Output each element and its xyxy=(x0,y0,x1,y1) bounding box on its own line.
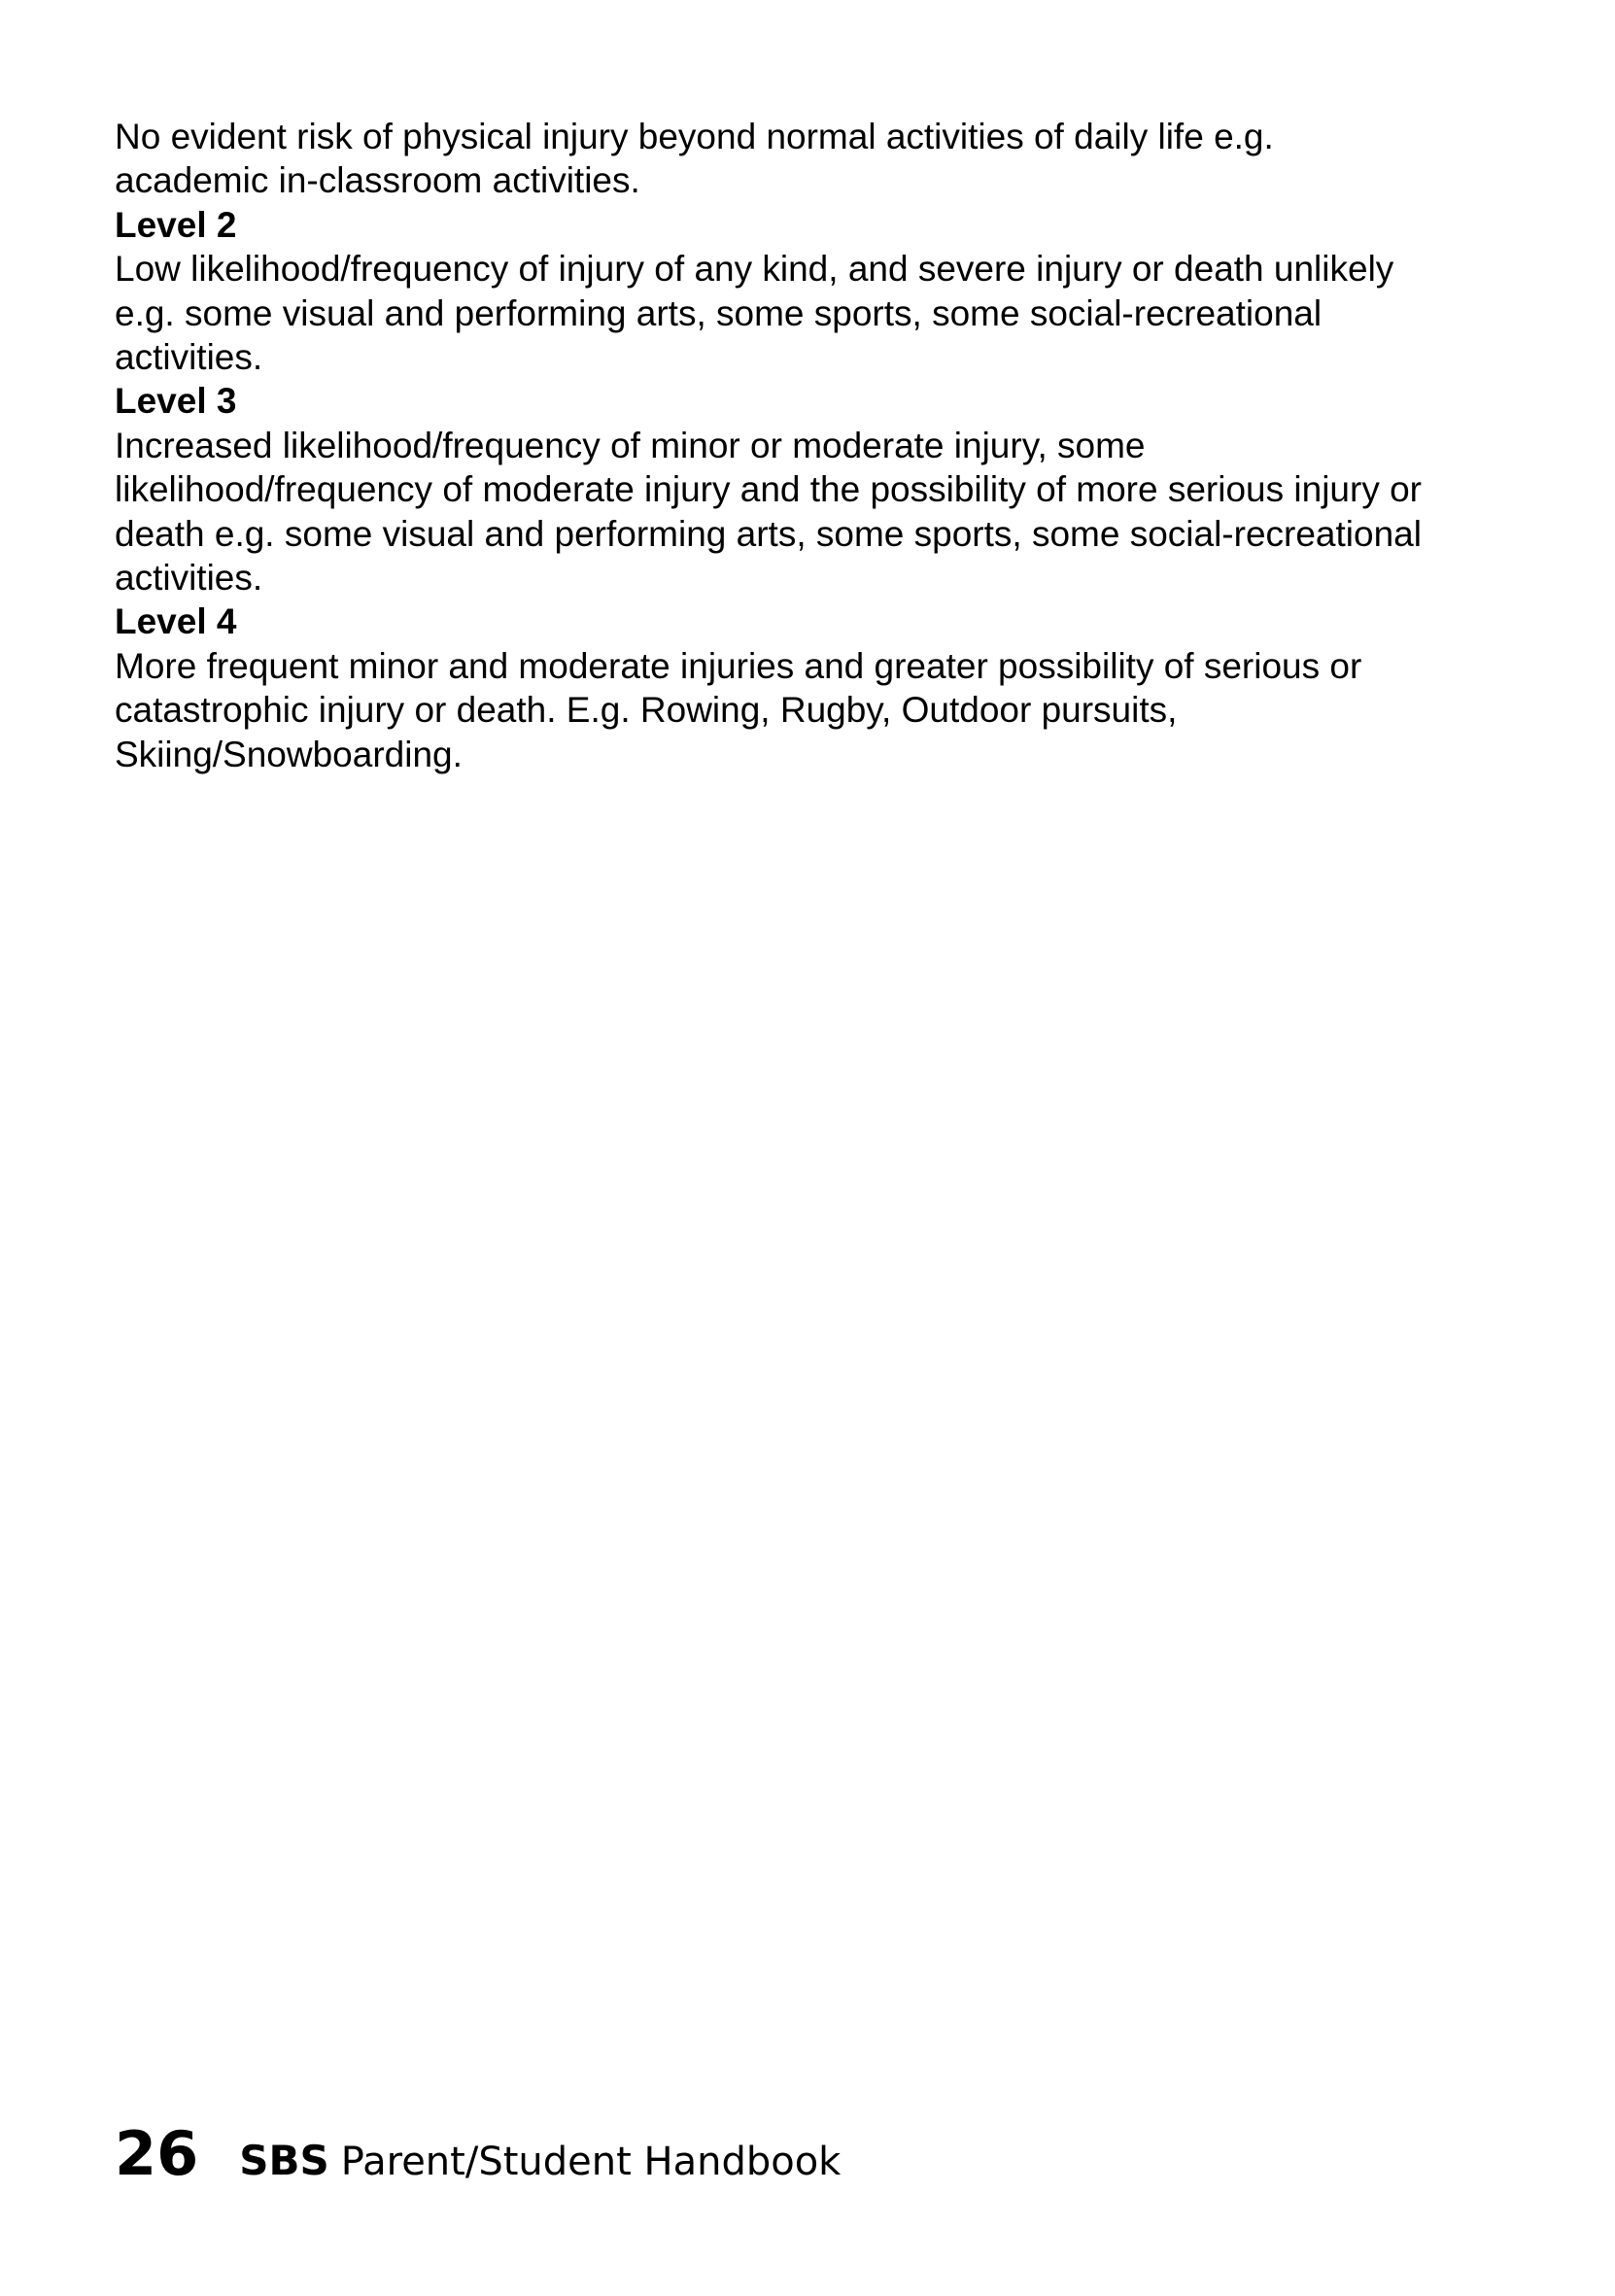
level-3-description: Increased likelihood/frequency of minor or moderate injury, some likelihood/frequency of moderate injury and the possibility of more serious injury or death e.g. some visual and performing arts, some sports, some social-recreational activities. xyxy=(115,425,1423,599)
level-2-heading: Level 2 xyxy=(115,204,237,245)
page-body xyxy=(115,115,1514,776)
footer-title: Parent/Student Handbook xyxy=(340,2140,842,2184)
level-2-description: Low likelihood/frequency of injury of any kind, and severe injury or death unlikely e.g. some visual and performing arts, some sports, some social-recreational activities. xyxy=(115,249,1394,378)
page-number: 26 xyxy=(115,2118,199,2189)
level-3-heading: Level 3 xyxy=(115,381,237,422)
level-4-heading: Level 4 xyxy=(115,601,237,642)
footer-brand: SBS xyxy=(239,2137,329,2184)
page-footer xyxy=(115,2118,841,2196)
level-4-description: More frequent minor and moderate injuries and greater possibility of serious or catastrophic injury or death. E.g. Rowing, Rugby, Outdoor pursuits, Skiing/Snowboarding. xyxy=(115,645,1362,774)
intro-paragraph: No evident risk of physical injury beyond normal activities of daily life e.g. academic in-classroom activities. xyxy=(115,117,1274,201)
